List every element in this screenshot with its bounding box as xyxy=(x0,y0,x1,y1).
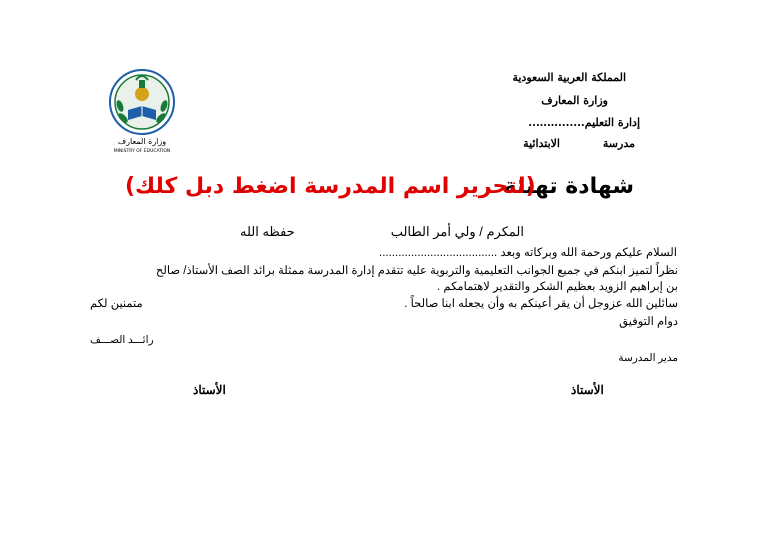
greeting-line: السلام عليكم ورحمة الله وبركاته وبعد ..................................... xyxy=(379,247,677,259)
wishing-text: متمنين لكم xyxy=(90,298,143,310)
logo-english-text: MINISTRY OF EDUCATION xyxy=(113,149,171,154)
ministry-emblem-logo xyxy=(106,66,178,154)
body-line-2: بن إبراهيم الزويد بعظيم الشكر والتقدير لاهتمامكم . xyxy=(437,281,678,293)
header-school-level: الابتدائية xyxy=(523,137,560,150)
header-kingdom: المملكة العربية السعودية xyxy=(512,71,626,84)
certificate-title: شهادة تهنئة xyxy=(503,174,634,199)
logo-arabic-text: وزارة المعارف xyxy=(117,137,167,146)
body-line-3: سائلين الله عزوجل أن يقر أعينكم به وأن يجعله ابنا صالحاً . xyxy=(404,298,678,310)
ministry-emblem-icon xyxy=(106,66,178,154)
header-education-admin: إدارة التعليم.......…….. xyxy=(528,116,640,129)
principal-label: مدير المدرسة xyxy=(618,353,678,364)
edit-school-name-hint[interactable]: (لتحرير اسم المدرسة اضغط دبل كلك) xyxy=(125,174,536,199)
header-ministry: وزارة المعارف xyxy=(541,94,608,107)
body-line-1: نظراً لتميز ابنكم في جميع الجوانب التعليمية والتربوية عليه تتقدم إدارة المدرسة ممثلة برائد الصف الأستاذ/ صالح xyxy=(155,265,678,277)
teacher-signature-left: الأستاذ xyxy=(193,383,226,397)
addressee-blessing: حفظه الله xyxy=(240,224,295,239)
teacher-signature-right: الأستاذ xyxy=(571,383,604,397)
class-leader-signature: رائـــد الصـــف xyxy=(90,335,154,346)
closing-text: دوام التوفيق xyxy=(619,316,678,328)
header-school-label: مدرسة xyxy=(602,137,635,150)
addressee-honorific: المكرم / ولي أمر الطالب xyxy=(390,224,524,239)
